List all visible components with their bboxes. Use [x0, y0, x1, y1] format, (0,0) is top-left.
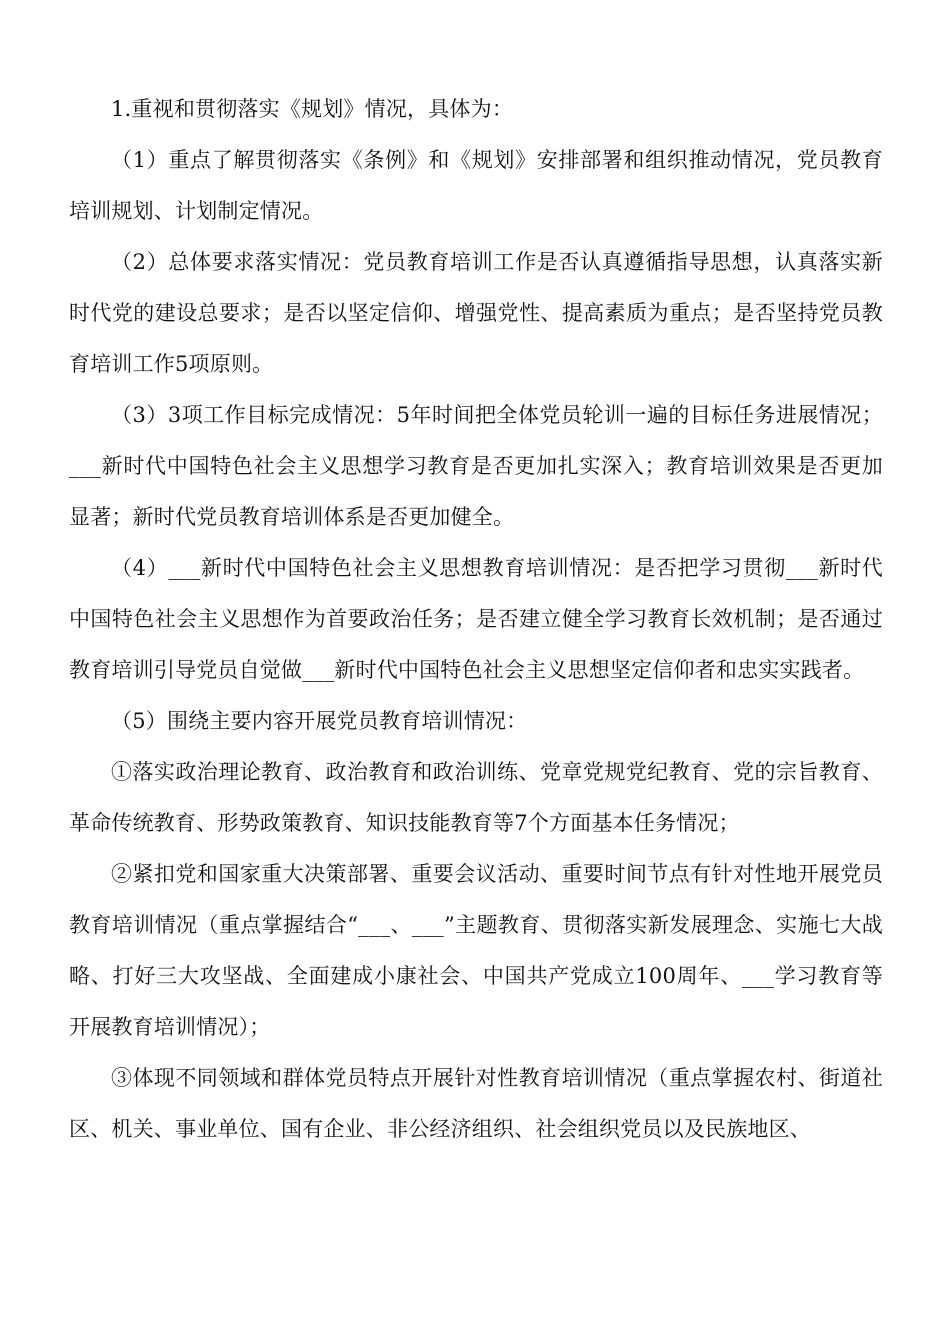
- paragraph-subitem-3: ③体现不同领域和群体党员特点开展针对性教育培训情况（重点掌握农村、街道社区、机关、事业单位、国有企业、非公经济组织、社会组织党员以及民族地区、: [69, 1066, 883, 1141]
- paragraph-section-heading: 1.重视和贯彻落实《规划》情况，具体为：: [111, 97, 514, 121]
- document-page: [69, 84, 883, 1155]
- paragraph-item-4: （4）___新时代中国特色社会主义思想教育培训情况：是否把学习贯彻___新时代中国特色社会主义思想作为首要政治任务；是否建立健全学习教育长效机制；是否通过教育培训引导党员自觉做___新时代中国特色社会主义思想坚定信仰者和忠实实践者。: [69, 556, 883, 682]
- paragraph-subitem-1: ①落实政治理论教育、政治教育和政治训练、党章党规党纪教育、党的宗旨教育、革命传统教育、形势政策教育、知识技能教育等7个方面基本任务情况；: [69, 760, 883, 835]
- paragraph-item-2: （2）总体要求落实情况：党员教育培训工作是否认真遵循指导思想，认真落实新时代党的建设总要求；是否以坚定信仰、增强党性、提高素质为重点；是否坚持党员教育培训工作5项原则。: [69, 250, 883, 376]
- paragraph-item-5: （5）围绕主要内容开展党员教育培训情况：: [111, 709, 528, 733]
- paragraph-item-1: （1）重点了解贯彻落实《条例》和《规划》安排部署和组织推动情况，党员教育培训规划、计划制定情况。: [69, 148, 883, 223]
- paragraph-subitem-2: ②紧扣党和国家重大决策部署、重要会议活动、重要时间节点有针对性地开展党员教育培训情况（重点掌握结合“___、___”主题教育、贯彻落实新发展理念、实施七大战略、打好三大攻坚战、全面建成小康社会、中国共产党成立100周年、___学习教育等开展教育培训情况）；: [69, 862, 883, 1039]
- paragraph-item-3: （3）3项工作目标完成情况：5年时间把全体党员轮训一遍的目标任务进展情况；___新时代中国特色社会主义思想学习教育是否更加扎实深入；教育培训效果是否更加显著；新时代党员教育培训体系是否更加健全。: [69, 403, 883, 529]
